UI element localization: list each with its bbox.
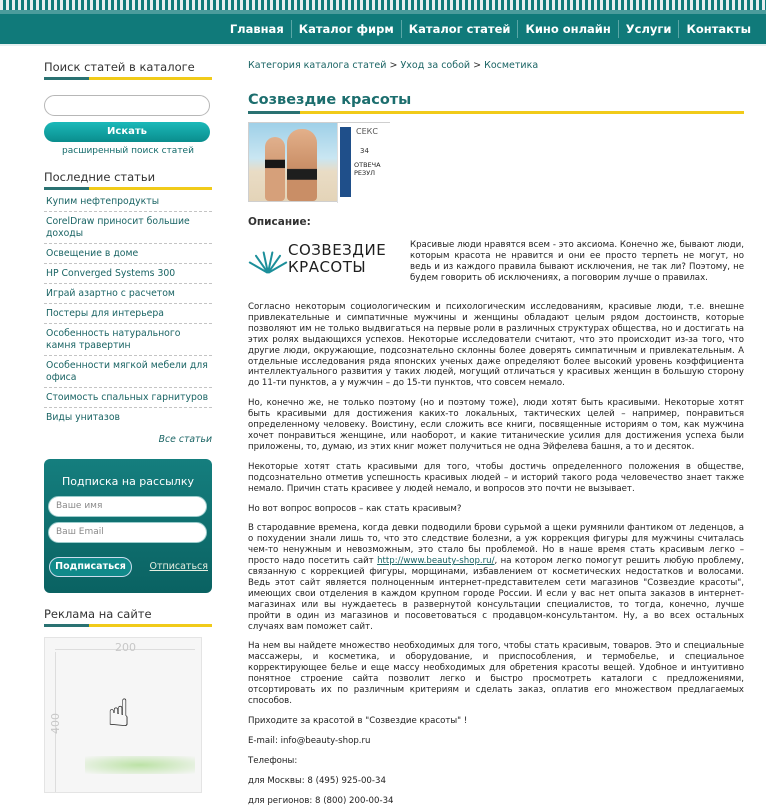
title-underline — [248, 111, 744, 114]
decorative-glow — [85, 756, 195, 774]
breadcrumb-self-care[interactable]: Уход за собой — [400, 60, 471, 71]
paragraph — [248, 523, 744, 632]
thumb-text: 34 — [360, 147, 369, 155]
ad-placeholder[interactable] — [44, 637, 202, 793]
description-label: Описание: — [248, 216, 311, 228]
breadcrumb-category[interactable]: Категория каталога статей — [248, 60, 387, 71]
recent-articles-title: Последние статьи — [44, 170, 156, 184]
invite-line: Приходите за красотой в "Созвездие красоты" ! — [248, 715, 468, 726]
breadcrumb — [248, 60, 744, 71]
nav-articles-catalog[interactable]: Каталог статей — [401, 20, 518, 38]
logo-text-line1: СОЗВЕЗДИЕ — [288, 241, 387, 259]
header-divider — [0, 44, 766, 46]
breadcrumb-cosmetics[interactable]: Косметика — [484, 60, 539, 71]
recent-article-link[interactable]: CorelDraw приносит большие доходы — [44, 212, 212, 244]
paragraph: Некоторые хотят стать красивыми для того, чтобы достичь определенного положения в обществе, подсознательно отметив успешность красивых людей – и историй такого рода человечество знает также немало. Причин стать красивее у людей немало, и вопросов это почти не вызывает. — [248, 461, 744, 494]
search-section-title: Поиск статей в каталоге — [44, 60, 195, 74]
phone-regions: для регионов: 8 (800) 200-00-34 — [248, 795, 394, 806]
thumb-text: ОТВЕЧА РЕЗУЛ — [354, 161, 381, 177]
phones-label: Телефоны: — [248, 755, 298, 766]
recent-article-link[interactable]: Стоимость спальных гарнитуров — [44, 388, 212, 408]
intro-block — [248, 237, 744, 293]
pointer-hand-icon: ☝ — [107, 691, 131, 735]
phone-moscow: для Москвы: 8 (495) 925-00-34 — [248, 775, 386, 786]
shell-icon — [254, 249, 282, 275]
paragraph-text: , на котором легко помогут решить любую проблему, связанную с коррекцией фигуры, морщинами, избавлением от косметических недостатков и волосами. Ведь этот сайт является полноценным интернет-представителем сети магазинов "Созвездие красоты", имеющих свои отделения в каждом крупном городе России. И если у вас нет опыта заказов в интернет-магазинах или вы нуждаетесь в развернутой консультации специалистов, то тогда, конечно, лучше пройти в один из магазинов и посоветоваться с продавцом-консультантом. Ну, а во всех остальных случаях вам поможет сайт. — [248, 556, 744, 632]
breadcrumb-separator: > — [389, 60, 398, 71]
decorative-band — [0, 10, 766, 14]
man-figure — [287, 129, 317, 201]
paragraph: Согласно некоторым социологическим и психологическим исследованиям, красивые люди, т.е. внешне привлекательные и симпатичные мужчины и женщины обладают целым рядом достоинств, которые позволяют им не только выдвигаться на первые роли в различных структурах общества, но и достигать на этих ролях выдающихся успехов. Некоторые исследователи считают, что это происходит из-за того, что другие люди, окружающие, подсознательно склонны более доверять симпатичным и привлекательным. А отдельные исследования ряда японских ученых даже определяют более высокий уровень коэффициента интеллектуального развития у таких людей, могущий отличаться у красивых женщин в большую сторону до 11-ти пунктов, а у мужчин – до 15-ти пунктов, что совсем немало. — [248, 302, 744, 389]
recent-article-link[interactable]: Особенности мягкой мебели для офиса — [44, 356, 212, 388]
ad-height-label: 400 — [49, 713, 62, 734]
nav-movies-online[interactable]: Кино онлайн — [517, 20, 617, 38]
paragraph: Но вот вопрос вопросов – как стать красивым? — [248, 503, 462, 514]
sidebar — [44, 60, 212, 793]
main-menu — [223, 20, 758, 38]
newsletter-subscribe-box — [44, 459, 212, 593]
recent-article-link[interactable]: Играй азартно с расчетом — [44, 284, 212, 304]
section-underline — [44, 187, 212, 190]
unsubscribe-link[interactable]: Отписаться — [149, 561, 208, 572]
top-navigation-bar — [0, 0, 766, 44]
section-underline — [44, 77, 212, 80]
ad-width-label: 200 — [115, 641, 136, 654]
woman-figure — [265, 137, 285, 201]
recent-article-link[interactable]: HP Converged Systems 300 — [44, 264, 212, 284]
decorative-dots — [0, 0, 766, 10]
recent-article-link[interactable]: Постеры для интерьера — [44, 304, 212, 324]
search-button[interactable]: Искать — [44, 122, 210, 142]
section-underline — [44, 624, 212, 627]
article-image[interactable] — [248, 122, 390, 202]
paragraph: На нем вы найдете множество необходимых для того, чтобы стать красивым, товаров. Это и специальные массажеры, и косметика, и оборудование, и приспособления, и термобелье, и специальное корректирующее белье и еще массу необходимых для обретения красоты вещей. Удобное и интуитивно понятное строение сайта позволит легко и быстро просмотреть каталоги с предложениями, отсортировать их по различным критериям и сделать заказ, оплатив его множеством предлагаемых способов. — [248, 641, 744, 706]
recent-article-link[interactable]: Купим нефтепродукты — [44, 192, 212, 212]
shop-link[interactable]: http://www.beauty-shop.ru/ — [377, 556, 495, 567]
recent-articles-list — [44, 192, 212, 427]
recent-article-link[interactable]: Особенность натурального камня травертин — [44, 324, 212, 356]
subscribe-title: Подписка на рассылку — [62, 475, 194, 488]
nav-home[interactable]: Главная — [229, 22, 284, 36]
email-line: E-mail: info@beauty-shop.ru — [248, 735, 371, 746]
email-field[interactable]: Ваш Email — [48, 522, 207, 543]
company-logo — [254, 241, 404, 283]
page-title: Созвездие красоты — [248, 92, 412, 108]
product-box — [337, 123, 391, 203]
subscribe-button[interactable]: Подписаться — [49, 557, 132, 577]
recent-article-link[interactable]: Виды унитазов — [46, 412, 120, 423]
nav-contacts[interactable]: Контакты — [678, 20, 758, 38]
search-input[interactable] — [44, 95, 210, 116]
nav-firms-catalog[interactable]: Каталог фирм — [291, 20, 401, 38]
intro-paragraph: Красивые люди нравятся всем - это аксиома. Конечно же, бывают люди, которым красота не нравится и они ее просто терпеть не могут, но ведь и из каждого правила бывают исключения, не так ли? Поэтому, не будем говорить об исключениях, а поговорим лучше о правилах. — [410, 240, 744, 283]
nav-services[interactable]: Услуги — [618, 20, 679, 38]
logo-text-line2: КРАСОТЫ — [288, 258, 367, 276]
advanced-search-link[interactable]: расширенный поиск статей — [62, 146, 194, 156]
breadcrumb-separator: > — [473, 60, 482, 71]
paragraph-text: В стародавние времена, когда девки подводили брови сурьмой а щеки румянили фантиком от леденцов, а о похудении знали лишь то, что это следствие болезни, а уж коррекция фигуры для мужчины считалась чем-то ненужным и невозможным, это стало бы проблемой. Но в наше время стать красивым легко – просто надо посетить сайт — [248, 523, 744, 567]
paragraph: Но, конечно же, не только поэтому (но и поэтому тоже), люди хотят быть красивыми. Некоторые хотят быть красивыми для достижения каких-то локальных, тактических целей – например, понравиться определенному человеку. Воистину, если сложить все книги, посвященные историям о том, как мужчина хочет понравиться женщине, или наоборот, и какие титанические усилия для достижения успеха были приложены, то, думаю, из этих книг может получиться не одна Эйфелева башня, а то и десяток. — [248, 398, 744, 452]
main-content — [248, 60, 744, 806]
thumb-text: СЕКС — [356, 127, 378, 136]
ads-section-title: Реклама на сайте — [44, 607, 152, 621]
all-articles-link[interactable]: Все статьи — [158, 434, 212, 445]
recent-article-link[interactable]: Освещение в доме — [44, 244, 212, 264]
name-field[interactable]: Ваше имя — [48, 496, 207, 517]
